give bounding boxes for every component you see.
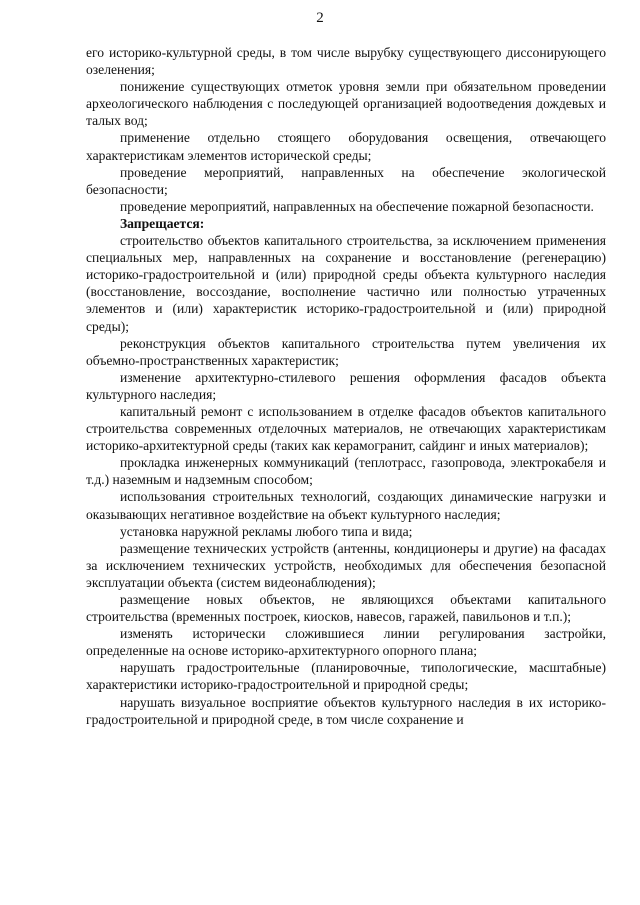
paragraph: применение отдельно стоящего оборудования освещения, отвечающего характеристикам элементов исторической среды; [86, 130, 606, 163]
paragraph: строительство объектов капитального строительства, за исключением применения специальных мер, направленных на сохранение и восстановление (регенерацию) историко-градостроительной и (или) природной среды объекта культурного наследия (восстановление, воссоздание, восполнение частично или полностью утраченных элементов и (или) характеристик историко-градостроительной и (или) природной среды); [86, 233, 606, 334]
paragraph: его историко-культурной среды, в том числе вырубку существующего диссонирующего озеленения; [86, 45, 606, 78]
document-body [86, 44, 606, 728]
paragraph: проведение мероприятий, направленных на обеспечение пожарной безопасности. [120, 198, 594, 214]
paragraph: понижение существующих отметок уровня земли при обязательном проведении археологического наблюдения с последующей организацией водоотведения дождевых и талых вод; [86, 79, 606, 129]
paragraph: установка наружной рекламы любого типа и вида; [120, 523, 413, 539]
paragraph: изменять исторически сложившиеся линии регулирования застройки, определенные на основе историко-архитектурного опорного плана; [86, 626, 606, 659]
paragraph: капитальный ремонт с использованием в отделке фасадов объектов капитального строительства современных отделочных материалов, не отвечающих характеристикам историко-архитектурной среды (таких как керамогранит, сайдинг и иных материалов); [86, 403, 606, 454]
paragraph: нарушать градостроительные (планировочные, типологические, масштабные) характеристики историко-градостроительной и природной среды; [86, 660, 606, 693]
paragraph: размещение новых объектов, не являющихся объектами капитального строительства (временных построек, киосков, навесов, гаражей, павильонов и т.п.); [86, 592, 606, 625]
paragraph: прокладка инженерных коммуникаций (теплотрасс, газопровода, электрокабеля и т.д.) наземным и надземным способом; [86, 455, 606, 488]
paragraph: реконструкция объектов капитального строительства путем увеличения их объемно-пространственных характеристик; [86, 335, 606, 368]
section-heading: Запрещается: [120, 215, 205, 231]
paragraph: изменение архитектурно-стилевого решения оформления фасадов объекта культурного наследия; [86, 369, 606, 402]
paragraph: размещение технических устройств (антенны, кондиционеры и другие) на фасадах за исключением технических устройств, необходимых для обеспечения безопасной эксплуатации объекта (систем видеонаблюдения); [86, 540, 606, 590]
paragraph: проведение мероприятий, направленных на обеспечение экологической безопасности; [86, 164, 606, 197]
page-number: 2 [316, 10, 324, 26]
paragraph: нарушать визуальное восприятие объектов культурного наследия в их историко-градостроительной и природной среде, в том числе сохранение и [86, 694, 606, 727]
paragraph: использования строительных технологий, создающих динамические нагрузки и оказывающих негативное воздействие на объект культурного наследия; [86, 489, 606, 522]
